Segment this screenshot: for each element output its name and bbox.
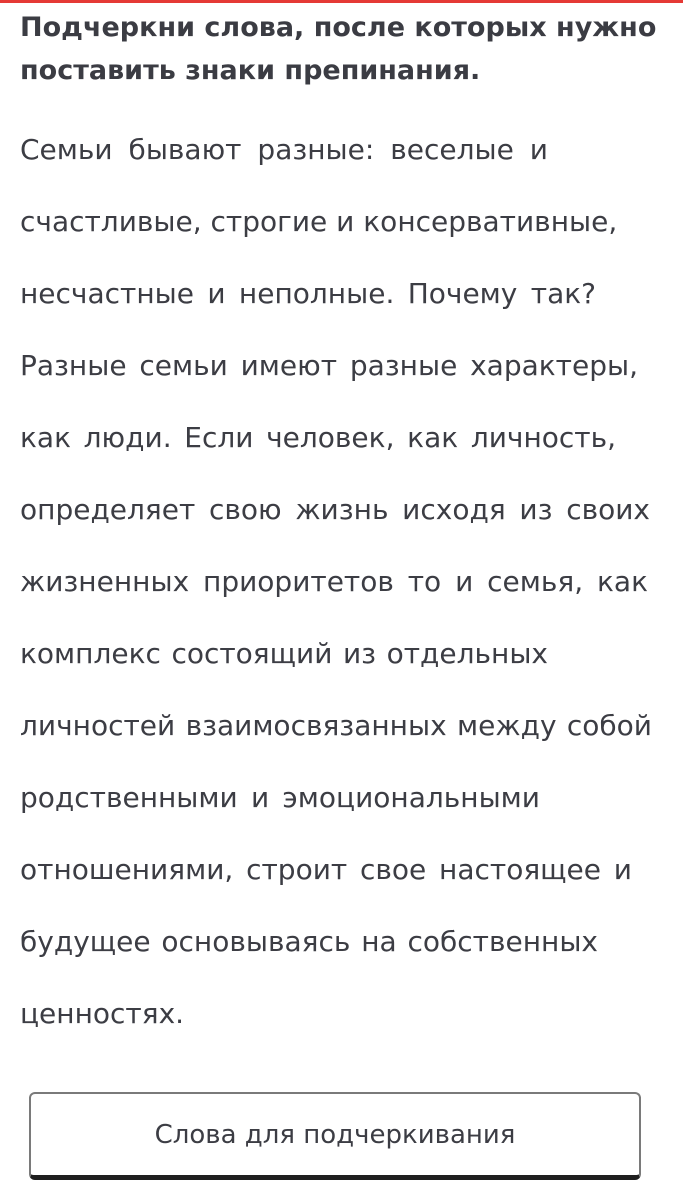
passage-text[interactable] [20, 114, 652, 1050]
passage-line[interactable]: счастливые, строгие и консервативные, [20, 205, 618, 238]
passage-line[interactable]: ценностях. [20, 997, 185, 1030]
passage-line[interactable]: Семьи бывают разные: веселые и [20, 133, 548, 166]
task-title: Подчеркни слова, после которых нужно поставить знаки препинания. [20, 12, 657, 86]
passage-line[interactable]: личностей взаимосвязанных между собой [20, 709, 652, 742]
passage-line[interactable]: как люди. Если человек, как личность, [20, 421, 616, 454]
passage-line[interactable]: отношениями, строит свое настоящее и [20, 853, 632, 886]
passage-line[interactable]: жизненных приоритетов то и семья, как [20, 565, 648, 598]
passage-line[interactable]: несчастные и неполные. Почему так? [20, 277, 596, 310]
passage-line[interactable]: определяет свою жизнь исходя из своих [20, 493, 650, 526]
passage-line[interactable]: будущее основываясь на собственных [20, 925, 598, 958]
passage-line[interactable]: Разные семьи имеют разные характеры, [20, 349, 638, 382]
words-to-underline-button[interactable]: Слова для подчеркивания [29, 1092, 641, 1180]
top-accent-bar [0, 0, 683, 3]
passage-line[interactable]: комплекс состоящий из отдельных [20, 637, 548, 670]
passage-line[interactable]: родственными и эмоциональными [20, 781, 540, 814]
